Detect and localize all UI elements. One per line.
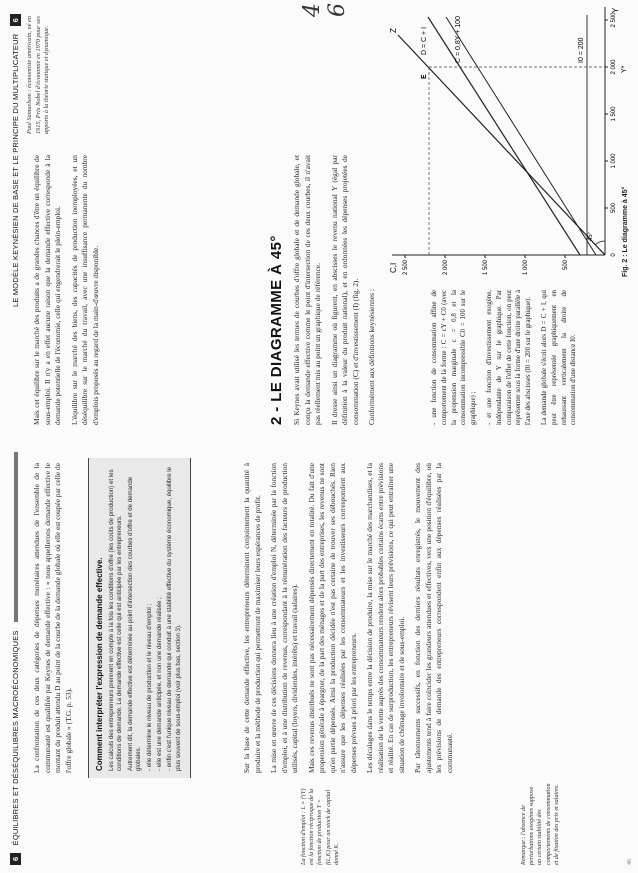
x-axis-label: Y	[611, 7, 620, 13]
samuelson-note: Paul Samuelson : économiste américain, né en 1915, Prix Nobel d'économie en 1970 pour ses apports à la théorie statique et dynamique.	[26, 15, 50, 134]
paragraph: Sur la base de cette demande effective, les entrepreneurs déterminent conjointement la quantité à produire et la méthode de production qui permettront de maximiser leurs espérances de profit.	[242, 463, 262, 773]
line-consumption	[446, 17, 596, 255]
paragraph: La mise en œuvre de ces décisions donnera lieu à une création d'emploi N, déterminée par la fonction d'emploi, et à une distribution de revenus, correspondant à la rémunération des facteurs de production utilisés, capital (loyers, dividendes, intérêts) et travail (salaires).	[269, 463, 300, 773]
right-running-head-title: LE MODÈLE KEYNÉSIEN DE BASE	[11, 179, 20, 308]
chapter-tab: 6	[10, 853, 21, 865]
x-tick-label: 2 000	[611, 59, 617, 75]
right-top-text	[32, 155, 107, 425]
label-d: D = C + I	[421, 26, 428, 55]
box-line: Les calculs des entrepreneurs prennent en compte à la fois les conditions d'offre (les coûts de production) et les conditions de demande. La demande effective est celle qui est anticipée par les entrepreneurs.	[108, 469, 124, 771]
label-angle: 45°	[588, 231, 594, 241]
y-axis-label: C,I	[389, 262, 398, 273]
paragraph: - et une fonction d'investissement exogène, indépendante de Y sur le graphique. Par comparaison de l'effet de cette fonction, on peut représenter sous la forme d'une droite parallèle à l'axe des abscisses (I0 = 200 sur le graphique).	[485, 290, 533, 425]
left-running-head	[10, 452, 28, 865]
x-tick-label: 1 000	[611, 153, 617, 169]
label-y-star: Y*	[621, 65, 628, 73]
right-running-head-subtitle: ET LE PRINCIPE DU MULTIPLICATEUR	[11, 33, 20, 177]
definition-box	[88, 458, 191, 778]
x-tick-label: 2 500	[611, 12, 617, 28]
diagram-45	[380, 0, 632, 285]
left-running-head-label: ÉQUILIBRES ET DÉSÉQUILIBRES MACROÉCONOMIQUES	[11, 630, 20, 846]
section-title: 2 - LE DIAGRAMME À 45°	[268, 235, 285, 425]
running-head-bar	[14, 452, 18, 622]
label-c: C = 0,8Y + 100	[455, 16, 462, 63]
paragraph: Mais ces revenus distribués ne sont pas nécessairement dépensés directement en totalité. Du fait d'une propension générale à épargner, de la part des ménages et de la part des entreprises, les revenus ne sont qu'en partie dépensés. Ainsi la production décidée n'est pas certaine de trouver ses débouchés. Rien n'assure que les dépenses réalisées par les consommateurs et les investisseurs correspondent aux dépenses prévues à priori par les entrepreneurs.	[306, 463, 358, 773]
box-line: - elle est une demande anticipée, et non une demande réalisée ;	[156, 597, 164, 771]
page-number: 46	[627, 859, 633, 865]
angle-arc	[595, 241, 605, 245]
line-aggregate-demand	[428, 17, 580, 255]
paragraph: Si Keynes avait utilisé les termes de courbes d'offre globale et de demande globale, et conçu la demande effective comme le point d'intersection de ces deux courbes, il n'avait pas réellement mis au point un graphique de référence.	[292, 155, 323, 425]
right-mid-text	[292, 155, 384, 425]
box-title: Comment interpréter l'expression de demande effective.	[95, 557, 104, 771]
x-tick-label: 1 500	[611, 106, 617, 122]
box-line: - enfin c'est l'unique niveau de demande qui conduit à une stabilité effective du système économique, équilibre le plus souvent de sous-emploi (voir plus bas, section 3).	[166, 466, 182, 771]
figure-caption: Fig. 2 : Le diagramme à 45°	[622, 186, 629, 277]
left-page	[0, 437, 638, 873]
y-tick-label: 2 500	[403, 260, 409, 276]
left-body-text	[242, 463, 461, 773]
y-tick-label: 500	[563, 260, 569, 271]
margin-note-emploi: La fonction d'emploi : L = f'(Y) est la fonction réciproque de la fonction de production Y = f(L,K) pour un stock de capital donné K.	[301, 788, 340, 865]
margin-note-remarque: Remarque : l'absence de perturbations exogènes suppose un certain stabilité des comportements de consommation et de fixation des prix et salaires.	[521, 783, 560, 865]
box-line: - elle détermine le niveau de production et le niveau d'emploi ;	[145, 603, 153, 771]
left-paragraph-1	[32, 463, 80, 773]
label-e: E	[421, 74, 428, 79]
chapter-tab: 6	[10, 14, 21, 26]
x-tick-label: 0	[611, 253, 617, 257]
paragraph: Les décalages dans le temps entre la décision de produire, la mise sur le marché des marchandises, et la réalisation de la vente auprès des consommateurs rendent alors probables certains écarts entre prévisions et réalité. En cas de surproduction, les entrepreneurs révisent leurs prévisions, ce qui peut entraîner une situation de chômage involontaire et de sous-emploi.	[365, 463, 406, 773]
y-tick-label: 1 500	[483, 260, 489, 276]
label-z: Z	[389, 28, 398, 33]
paragraph: - une fonction de consommation affine de comportement de la forme : C = cY + C0 (avec la propension marginale c = 0,8 et la consommation incompressible C0 = 100 sur le graphique) ;	[431, 290, 478, 425]
paragraph: La confrontation de ces deux catégories de dépenses monétaires attendues de l'ensemble de la communauté est qualifiée par Keynes de demande effective : « nous appellerons demande effective le montant du produit attendu D au point de la courbe de la demande globale où elle est coupée par celle de l'offre globale » (T.G. p. 53).	[32, 463, 73, 773]
handwritten-mark: 4 6	[300, 3, 350, 17]
label-i: I0 = 200	[578, 37, 585, 63]
right-bottom-text	[430, 290, 585, 425]
y-tick-label: 1 000	[523, 260, 529, 276]
paragraph: Il dresse ainsi un diagramme où figurent, en abscisses le revenu national Y (égal par définition à la valeur du produit national), et en ordonnées les dépenses projetées de consommation (C) et d'investissement (I) (fig. 2).	[329, 155, 360, 425]
paragraph: L'équilibre sur le marché des biens, des capacités de production inemployées, et un déséquilibre sur le marché du travail, avec une insuffisance permanente du nombre d'emplois proposés au regard de la main-d'œuvre disponible.	[69, 155, 100, 425]
paragraph: Conformément aux définitions keynésiennes :	[367, 289, 377, 425]
paragraph: Par tâtonnements successifs, en fonction des derniers résultats enregistrés, le mouvement des ajustements tend à faire coïncider les grandeurs attendues et effectives, vers une position d'équilibre, où les prévisions de demande des entrepreneurs correspondent enfin aux dépenses réalisées par la communauté.	[413, 463, 454, 773]
paragraph: Mais cet équilibre sur le marché des produits a de grandes chances d'être un équilibre de sous-emploi. Il n'y a en effet aucune raison que la demande effective corresponde à la demande potentielle de l'économie, celle qui engendrerait le plein-emploi.	[32, 155, 63, 425]
y-tick-label: 2 000	[443, 260, 449, 276]
box-line: Autrement dit, la demande effective est déterminée au point d'intersection des courbes d'offre et de demande globales.	[126, 476, 143, 771]
paragraph: La demande globale s'écrit alors D = C + I, qui peut être représentée graphiquement en rehaussant verticalement la droite de consommation d'une distance I0.	[540, 290, 578, 425]
x-tick-label: 500	[611, 202, 617, 214]
